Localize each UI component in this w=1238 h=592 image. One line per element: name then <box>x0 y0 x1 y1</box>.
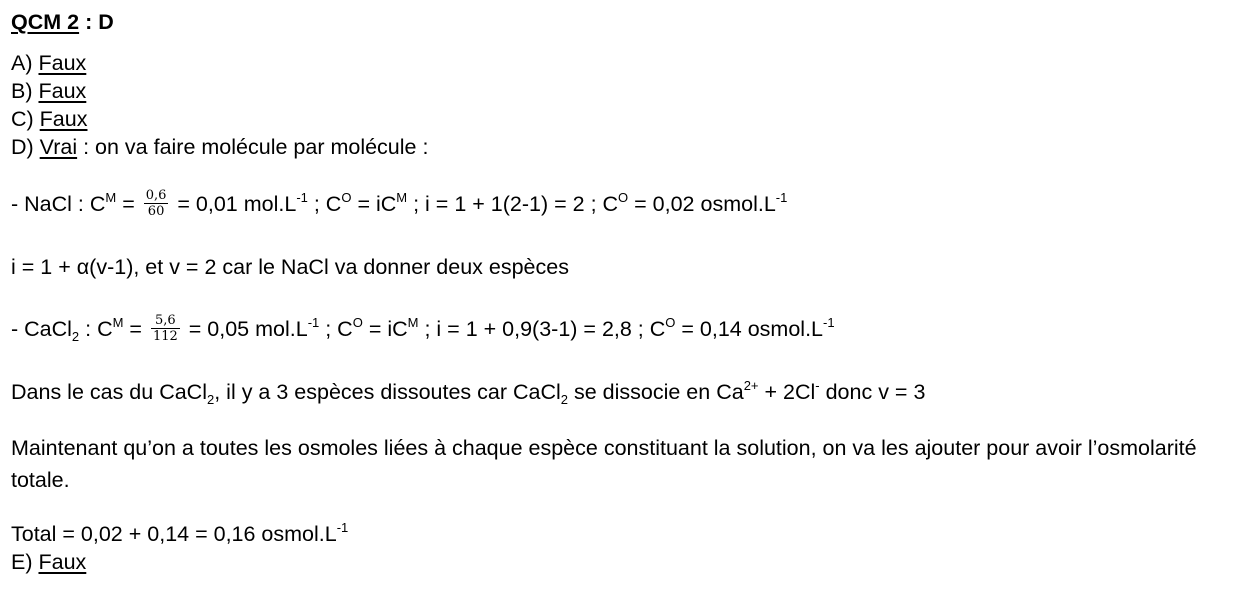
answer-e-letter: E) <box>11 550 39 574</box>
answer-c-verdict: Faux <box>39 107 88 131</box>
calcium-charge: 2+ <box>743 378 759 393</box>
nacl-molar: = 0,01 mol.L <box>171 192 297 217</box>
total-line <box>11 520 348 548</box>
chloride-charge: - <box>815 378 820 393</box>
cacl2-frac-den: 112 <box>152 329 178 344</box>
dissociation-part1: Dans le cas du CaCl <box>11 380 207 404</box>
cacl2-co-sup: O <box>352 315 363 331</box>
answer-d-verdict: Vrai <box>39 135 78 159</box>
nacl-eq: = <box>116 192 141 217</box>
answer-a <box>11 49 86 77</box>
answer-d-comment: : on va faire molécule par molécule : <box>77 135 429 159</box>
nacl-calculation <box>11 190 787 218</box>
dissociation-part2: , il y a 3 espèces dissoutes car CaCl <box>214 380 561 404</box>
nacl-frac-den: 60 <box>147 204 165 219</box>
cacl2-ic-sup: M <box>407 315 419 331</box>
dissociation-line <box>11 378 925 406</box>
dissociation-sub1: 2 <box>206 392 215 407</box>
cacl2-frac-num: 5,6 <box>151 313 180 329</box>
vant-hoff-formula: i = 1 + α(v-1), et v = 2 car le NaCl va donner deux espèces <box>11 255 569 279</box>
cacl2-ic: = iC <box>362 317 408 342</box>
answer-e-verdict: Faux <box>38 550 87 574</box>
answer-d-letter: D) <box>11 135 40 159</box>
cacl2-cm-sup: M <box>112 315 124 331</box>
summary-paragraph: Maintenant qu’on a toutes les osmoles liées à chaque espèce constituant la solution, on va les ajouter pour avoir l’osmolarité totale. <box>11 436 1197 492</box>
cacl2-cm-pre: : C <box>79 317 113 342</box>
cacl2-prefix: - CaCl <box>11 317 72 342</box>
nacl-i: ; i = 1 + 1(2-1) = 2 ; C <box>407 192 619 217</box>
nacl-ic: = iC <box>351 192 397 217</box>
answer-e <box>11 548 86 576</box>
cacl2-i: ; i = 1 + 0,9(3-1) = 2,8 ; C <box>418 317 666 342</box>
nacl-prefix: - NaCl : C <box>11 192 106 217</box>
answer-c <box>11 105 87 133</box>
total-text: Total = 0,02 + 0,14 = 0,16 osmol.L <box>11 522 337 546</box>
dissociation-part3: se dissocie en Ca <box>568 380 744 404</box>
cacl2-osmol-exp: -1 <box>823 315 835 331</box>
cacl2-eq: = <box>123 317 148 342</box>
answer-b-verdict: Faux <box>38 79 87 103</box>
answer-c-letter: C) <box>11 107 40 131</box>
nacl-frac-num: 0,6 <box>145 188 167 203</box>
question-title <box>11 8 114 36</box>
nacl-osmol-exp: -1 <box>775 190 788 206</box>
nacl-molar-exp: -1 <box>296 190 308 206</box>
nacl-co-pre: ; C <box>307 192 342 217</box>
nacl-osmol: = 0,02 osmol.L <box>628 192 776 217</box>
answer-b-letter: B) <box>11 79 39 103</box>
dissociation-part5: donc v = 3 <box>819 380 926 404</box>
dissociation-sub2: 2 <box>560 392 568 407</box>
answer-b <box>11 77 86 105</box>
nacl-fraction <box>144 188 169 219</box>
answer-d <box>11 133 428 161</box>
nacl-co2-sup: O <box>618 190 629 206</box>
question-answer: : D <box>79 10 114 34</box>
cacl2-fraction <box>151 313 180 344</box>
answer-a-verdict: Faux <box>38 51 87 75</box>
total-exp: -1 <box>336 520 349 535</box>
cacl2-osmol: = 0,14 osmol.L <box>675 317 824 342</box>
nacl-ic-sup: M <box>396 190 408 206</box>
nacl-co-sup: O <box>341 190 352 206</box>
cacl2-calculation <box>11 315 835 343</box>
cacl2-sub: 2 <box>71 329 80 345</box>
dissociation-part4: + 2Cl <box>758 380 816 404</box>
cacl2-co2-sup: O <box>665 315 676 331</box>
answer-a-letter: A) <box>11 51 39 75</box>
cacl2-molar-exp: -1 <box>307 315 320 331</box>
cacl2-co-pre: ; C <box>319 317 353 342</box>
nacl-cm-sup: M <box>105 190 117 206</box>
cacl2-molar: = 0,05 mol.L <box>182 317 308 342</box>
question-number: QCM 2 <box>11 10 80 34</box>
